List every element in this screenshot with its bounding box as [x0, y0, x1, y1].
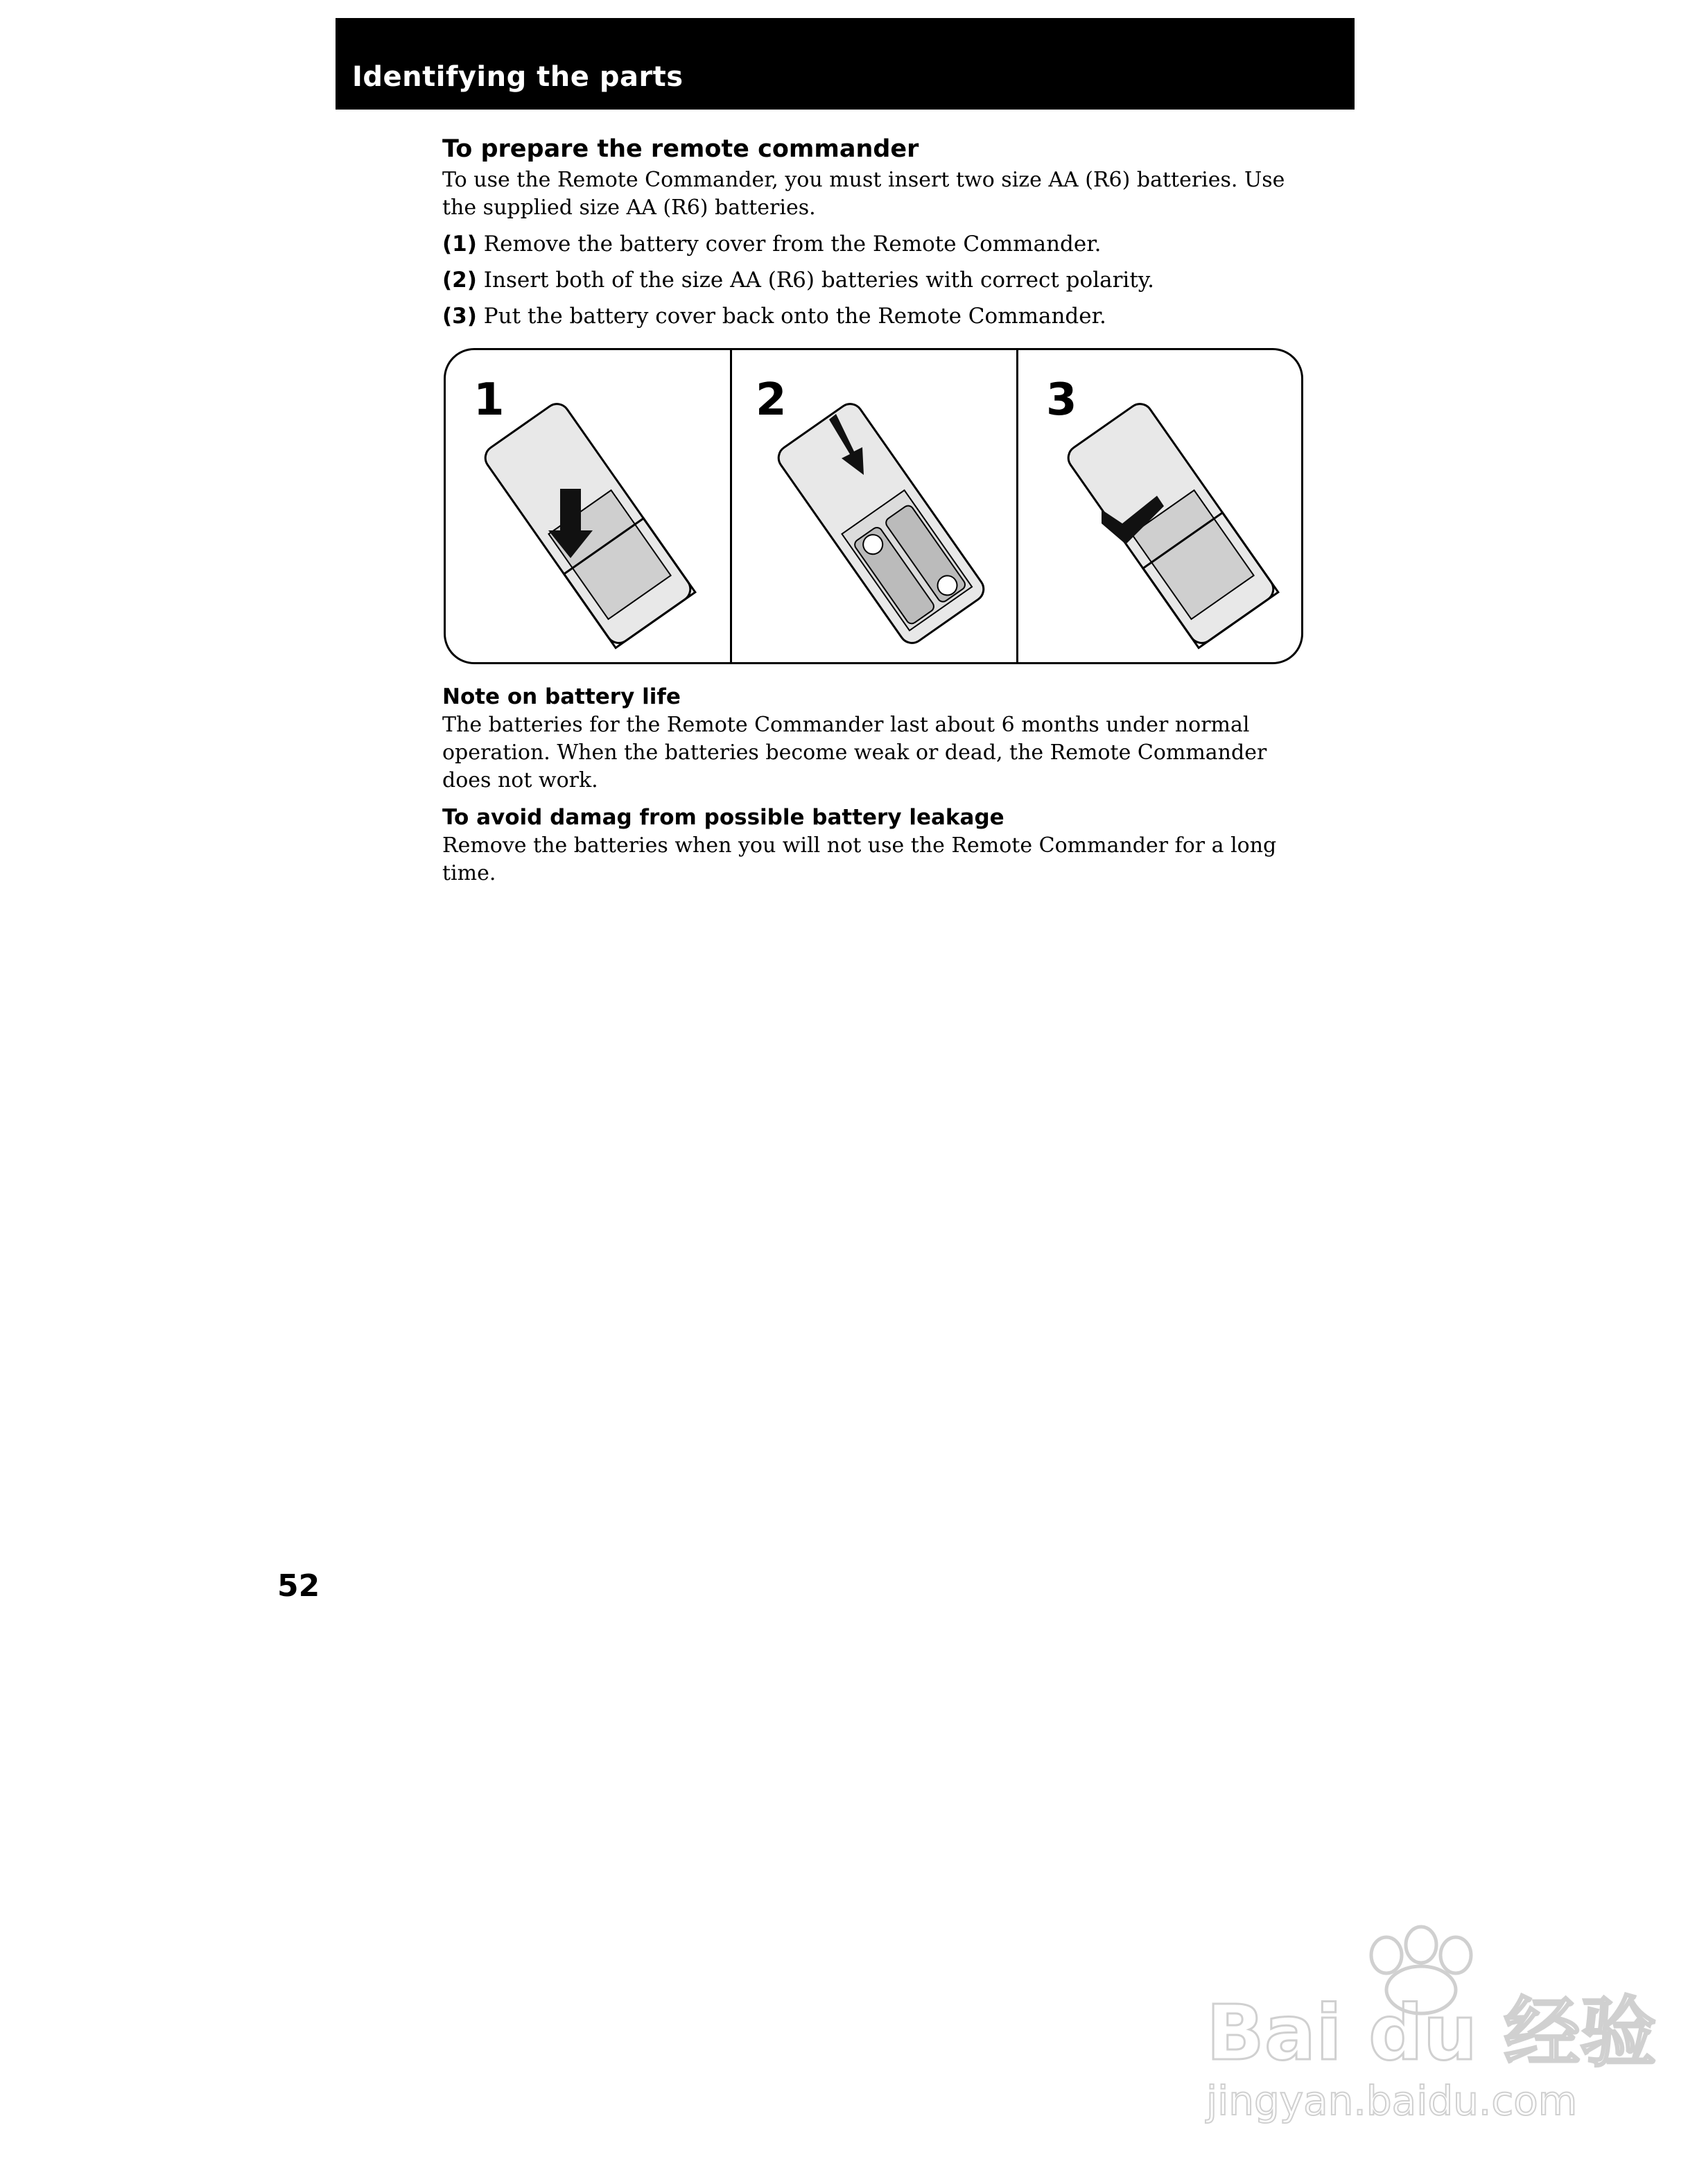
content — [442, 132, 1302, 330]
figure-panel-3 — [1018, 350, 1305, 662]
page-number: 52 — [277, 1568, 320, 1604]
step-number: (3) — [442, 304, 477, 329]
section-header-bar — [336, 18, 1355, 110]
section-title: To prepare the remote commander — [442, 135, 919, 163]
baidu-jingyan-watermark — [1178, 1914, 1657, 2124]
svg-text:Bai du 经验: Bai du 经验 — [1206, 1988, 1657, 2077]
note-text: The batteries for the Remote Commander last about 6 months under normal operation. When the batteries become weak or dead, the Remote Commander does not work. — [442, 713, 1267, 792]
note-title: To avoid damag from possible battery leakage — [442, 805, 1004, 830]
svg-text:jingyan.baidu.com: jingyan.baidu.com — [1206, 2077, 1578, 2124]
note-title: Note on battery life — [442, 684, 681, 709]
panel-number: 3 — [1046, 374, 1077, 426]
step-text: Put the battery cover back onto the Remote Commander. — [483, 304, 1106, 329]
step-text: Remove the battery cover from the Remote Commander. — [483, 232, 1102, 257]
step-item — [442, 266, 1302, 294]
battery-insertion-illustration — [732, 350, 1016, 666]
step-item — [442, 230, 1302, 258]
figure-panel-1 — [446, 350, 731, 662]
section-header-title: Identifying the parts — [352, 61, 684, 93]
step-number: (2) — [442, 268, 477, 293]
figure-panel-2 — [732, 350, 1016, 662]
notes-block — [442, 682, 1302, 887]
panel-number: 1 — [473, 374, 505, 426]
remote-cover-replace-illustration — [1018, 350, 1305, 666]
step-text: Insert both of the size AA (R6) batteries with correct polarity. — [483, 268, 1155, 293]
remote-cover-removal-illustration — [446, 350, 731, 666]
note-text: Remove the batteries when you will not use the Remote Commander for a long time. — [442, 833, 1277, 885]
step-number: (1) — [442, 232, 477, 257]
step-item — [442, 302, 1302, 330]
battery-installation-figure — [444, 348, 1303, 664]
panel-number: 2 — [756, 374, 787, 426]
section-intro: To use the Remote Commander, you must insert two size AA (R6) batteries. Use the supplied size AA (R6) batteries. — [442, 168, 1285, 220]
